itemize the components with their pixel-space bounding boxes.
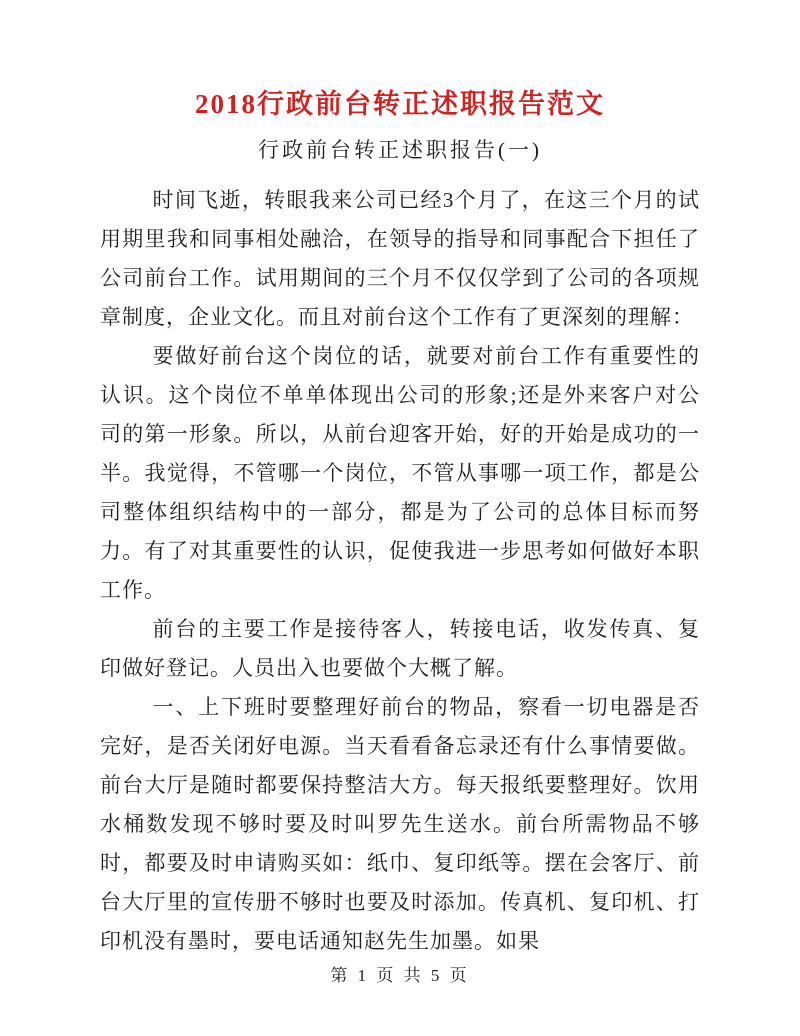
paragraph: 要做好前台这个岗位的话，就要对前台工作有重要性的认识。这个岗位不单单体现出公司的形象;还是外来客户对公司的第一形象。所以，从前台迎客开始，好的开始是成功的一半。我觉得，不管哪一个岗位，不管从事哪一项工作，都是公司整体组织结构中的一部分，都是为了公司的总体目标而努力。有了对其重要性的认识，促使我进一步思考如何做好本职工作。 xyxy=(100,344,700,603)
document-body xyxy=(100,181,700,961)
paragraph: 前台的主要工作是接待客人，转接电话，收发传真、复印做好登记。人员出入也要做个大概了解。 xyxy=(100,617,700,681)
page-number-indicator: 第 1 页 共 5 页 xyxy=(330,966,470,985)
page-footer xyxy=(0,961,800,986)
document-title: 2018行政前台转正述职报告范文 xyxy=(195,89,605,119)
paragraph: 一、上下班时要整理好前台的物品，察看一切电器是否完好，是否关闭好电源。当天看看备忘录还有什么事情要做。前台大厅是随时都要保持整洁大方。每天报纸要整理好。饮用水桶数发现不够时要及时叫罗先生送水。前台所需物品不够时，都要及时申请购买如：纸巾、复印纸等。摆在会客厅、前台大厅里的宣传册不够时也要及时添加。传真机、复印机、打印机没有墨时，要电话通知赵先生加墨。如果 xyxy=(100,695,700,954)
document-subtitle: 行政前台转正述职报告(一) xyxy=(258,138,542,163)
paragraph: 时间飞逝，转眼我来公司已经3个月了，在这三个月的试用期里我和同事相处融洽，在领导的指导和同事配合下担任了公司前台工作。试用期间的三个月不仅仅学到了公司的各项规章制度，企业文化。而且对前台这个工作有了更深刻的理解： xyxy=(100,188,700,330)
